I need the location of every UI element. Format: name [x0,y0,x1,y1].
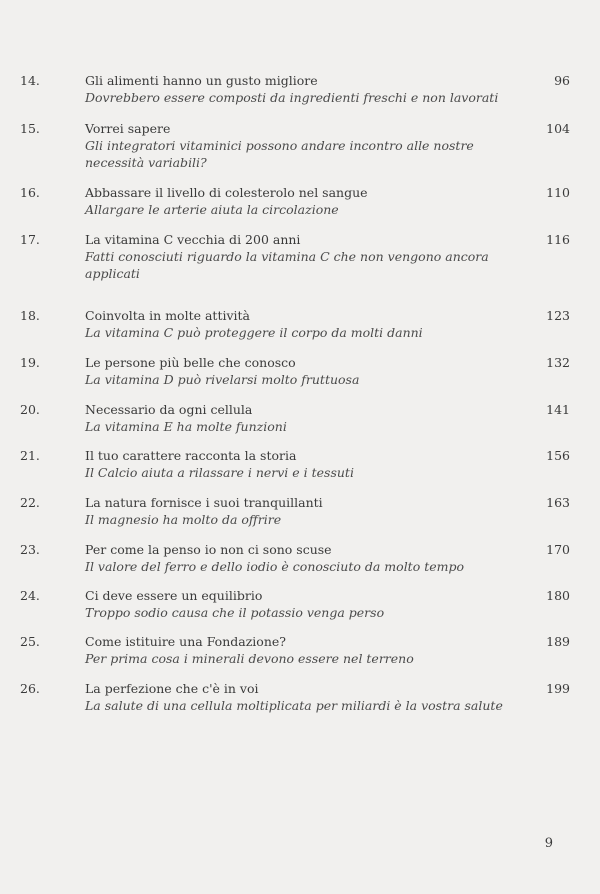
entry-title: Per come la penso io non ci sono scuse [85,542,332,557]
entry-subtitle: Il Calcio aiuta a rilassare i nervi e i tessuti [85,465,354,480]
entry-number: 26. [20,681,40,696]
entry-page: 123 [546,308,570,323]
entry-page: 110 [546,185,570,200]
entry-title: Ci deve essere un equilibrio [85,588,263,603]
entry-title: Coinvolta in molte attività [85,308,250,323]
entry-page: 104 [546,121,570,136]
entry-title: La vitamina C vecchia di 200 anni [85,232,301,247]
entry-number: 17. [20,232,40,247]
entry-title: Come istituire una Fondazione? [85,634,286,649]
entry-number: 23. [20,542,40,557]
entry-title: La natura fornisce i suoi tranquillanti [85,495,323,510]
entry-page: 180 [546,588,570,603]
entry-subtitle: La vitamina E ha molte funzioni [85,419,287,434]
entry-number: 15. [20,121,40,136]
entry-subtitle: Per prima cosa i minerali devono essere nel terreno [85,651,414,666]
entry-subtitle: Gli integratori vitaminici possono andare incontro alle nostre necessità variabili? [85,138,474,170]
entry-number: 16. [20,185,40,200]
entry-title: Necessario da ogni cellula [85,402,253,417]
entry-title: La perfezione che c'è in voi [85,681,259,696]
entry-number: 22. [20,495,40,510]
entry-number: 14. [20,73,40,88]
entry-number: 24. [20,588,40,603]
entry-subtitle: Dovrebbero essere composti da ingredienti freschi e non lavorati [85,90,499,105]
page-number: 9 [544,836,553,851]
entry-subtitle: La vitamina C può proteggere il corpo da molti danni [85,325,423,340]
entry-title: Gli alimenti hanno un gusto migliore [85,73,318,88]
entry-page: 163 [546,495,570,510]
entry-subtitle: La salute di una cellula moltiplicata per miliardi è la vostra salute [85,698,503,713]
entry-number: 21. [20,448,40,463]
entry-title: Vorrei sapere [85,121,171,136]
entry-page: 132 [546,355,570,370]
entry-page: 156 [546,448,570,463]
entry-number: 25. [20,634,40,649]
entry-page: 141 [546,402,570,417]
entry-title: Le persone più belle che conosco [85,355,296,370]
entry-number: 18. [20,308,40,323]
entry-subtitle: Fatti conosciuti riguardo la vitamina C che non vengono ancora applicati [85,249,489,281]
entry-page: 170 [546,542,570,557]
entry-page: 96 [554,73,570,88]
entry-title: Il tuo carattere racconta la storia [85,448,297,463]
entry-subtitle: Allargare le arterie aiuta la circolazione [85,202,339,217]
entry-page: 189 [546,634,570,649]
entry-page: 116 [546,232,570,247]
entry-number: 20. [20,402,40,417]
entry-subtitle: Troppo sodio causa che il potassio venga perso [85,605,385,620]
entry-title: Abbassare il livello di colesterolo nel sangue [85,185,368,200]
entry-number: 19. [20,355,40,370]
entry-subtitle: La vitamina D può rivelarsi molto fruttuosa [85,372,360,387]
entry-subtitle: Il magnesio ha molto da offrire [85,512,282,527]
entry-subtitle: Il valore del ferro e dello iodio è conosciuto da molto tempo [85,559,465,574]
entry-page: 199 [546,681,570,696]
